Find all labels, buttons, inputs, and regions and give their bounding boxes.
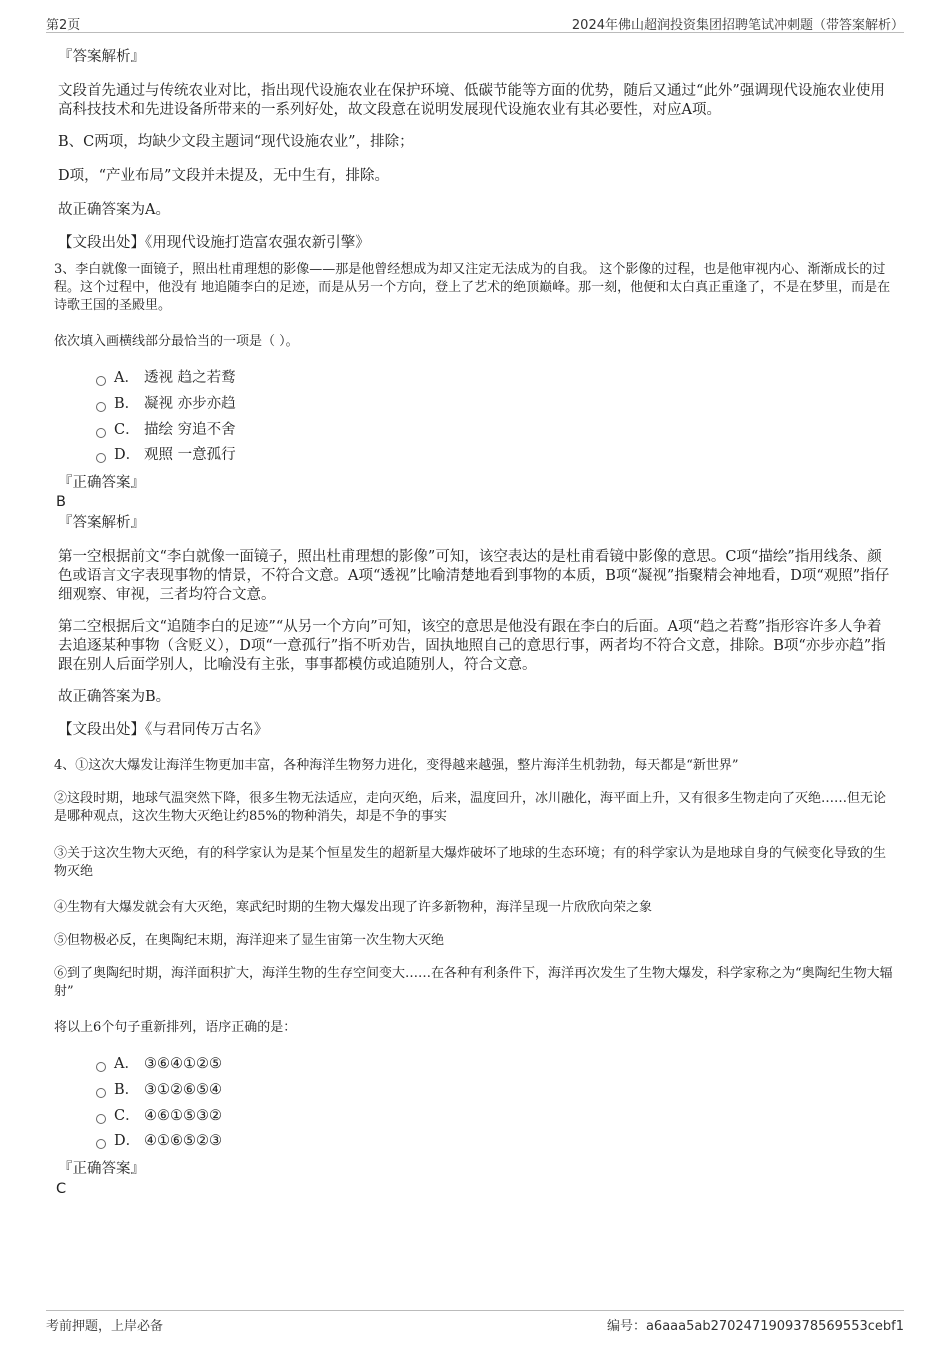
q3-analysis-p1: 第一空根据前文“李白就像一面镜子，照出杜甫理想的影像”可知，该空表达的是杜甫看镜中影像的意思。C项“描绘”指用线条、颜色或语言文字表现事物的情景，不符合文意。A项“透视”比喻清楚地看到事物的本质，B项“凝视”指聚精会神地看，D项“观照”指仔细观察、审视，三者均符合文意。 bbox=[58, 549, 890, 603]
q2-analysis-p3: D项，“产业布局”文段并未提及，无中生有，排除。 bbox=[58, 168, 389, 184]
radio-icon[interactable] bbox=[96, 428, 106, 438]
document-title: 2024年佛山超润投资集团招聘笔试冲刺题（带答案解析） bbox=[571, 18, 904, 33]
option-label: A． bbox=[114, 370, 139, 386]
q4-sentence-4: ④生物有大爆发就会有大灭绝，寒武纪时期的生物大爆发出现了许多新物种，海洋呈现一片欣欣向荣之象 bbox=[54, 900, 653, 915]
q4-answer-label: 『正确答案』 bbox=[58, 1161, 145, 1177]
option-text: 凝视 亦步亦趋 bbox=[144, 396, 236, 412]
q3-source: 【文段出处】《与君同传万古名》 bbox=[58, 722, 269, 738]
q2-analysis-p1: 文段首先通过与传统农业对比，指出现代设施农业在保护环境、低碳节能等方面的优势，随后又通过“此外”强调现代设施农业使用高科技技术和先进设备所带来的一系列好处，故文段意在说明发展现代设施农业有其必要性，对应A项。 bbox=[58, 83, 885, 118]
q4-sentence-1: 4、①这次大爆发让海洋生物更加丰富，各种海洋生物努力进化，变得越来越强，整片海洋生机勃勃，每天都是“新世界” bbox=[54, 758, 739, 773]
document-code: 编号：a6aaa5ab2702471909378569553cebf1 bbox=[606, 1319, 904, 1334]
option-text: ③①②⑥⑤④ bbox=[144, 1082, 222, 1098]
q3-answer: B bbox=[56, 494, 66, 510]
q4-option-b[interactable] bbox=[96, 1081, 222, 1100]
option-label: C． bbox=[114, 1108, 140, 1124]
option-label: D． bbox=[114, 447, 141, 463]
q2-source: 【文段出处】《用现代设施打造富农强农新引擎》 bbox=[58, 235, 370, 251]
q3-stem: 3、李白就像一面镜子，照出杜甫理想的影像——那是他曾经想成为却又注定无法成为的自我。 这个影像的过程，也是他审视内心、渐渐成长的过程。这个过程中，他没有 地追随李白的足迹，而是从另一个方向，登上了艺术的绝顶巅峰。那一刻，他便和太白真正重逢了，不是在梦里，而是在诗歌王国的圣殿里。 bbox=[54, 262, 891, 313]
radio-icon[interactable] bbox=[96, 376, 106, 386]
q4-option-d[interactable] bbox=[96, 1132, 222, 1151]
q2-analysis-label: 『答案解析』 bbox=[58, 49, 145, 65]
option-text: 透视 趋之若鹜 bbox=[144, 370, 236, 386]
radio-icon[interactable] bbox=[96, 402, 106, 412]
option-label: D． bbox=[114, 1133, 141, 1149]
q2-analysis-p2: B、C两项，均缺少文段主题词“现代设施农业”，排除； bbox=[58, 134, 414, 150]
option-text: ④①⑥⑤②③ bbox=[144, 1133, 222, 1149]
q4-prompt: 将以上6个句子重新排列，语序正确的是： bbox=[54, 1020, 297, 1035]
option-text: 观照 一意孤行 bbox=[144, 447, 236, 463]
option-text: ④⑥①⑤③② bbox=[144, 1108, 222, 1124]
radio-icon[interactable] bbox=[96, 1139, 106, 1149]
q4-sentence-3: ③关于这次生物大灭绝，有的科学家认为是某个恒星发生的超新星大爆炸破坏了地球的生态环境；有的科学家认为是地球自身的气候变化导致的生物灭绝 bbox=[54, 846, 887, 879]
q4-sentence-2: ②这段时期，地球气温突然下降，很多生物无法适应，走向灭绝，后来，温度回升，冰川融化，海平面上升，又有很多生物走向了灭绝……但无论是哪种观点，这次生物大灭绝让约85%的物种消失，却是不争的事实 bbox=[54, 791, 887, 824]
radio-icon[interactable] bbox=[96, 453, 106, 463]
page-number: 第2页 bbox=[46, 18, 81, 33]
page-footer bbox=[46, 1310, 904, 1334]
q3-analysis-label: 『答案解析』 bbox=[58, 515, 145, 531]
page-header bbox=[46, 12, 904, 33]
q3-answer-summary: 故正确答案为B。 bbox=[58, 689, 171, 705]
q3-option-d[interactable] bbox=[96, 446, 236, 465]
q4-option-a[interactable] bbox=[96, 1055, 222, 1074]
q4-option-c[interactable] bbox=[96, 1107, 222, 1126]
radio-icon[interactable] bbox=[96, 1088, 106, 1098]
q3-answer-label: 『正确答案』 bbox=[58, 475, 145, 491]
option-label: A． bbox=[114, 1056, 139, 1072]
option-label: B． bbox=[114, 396, 140, 412]
option-label: C． bbox=[114, 422, 140, 438]
footer-slogan: 考前押题，上岸必备 bbox=[46, 1319, 164, 1334]
q3-option-c[interactable] bbox=[96, 421, 236, 440]
q4-sentence-5: ⑤但物极必反，在奥陶纪末期，海洋迎来了显生宙第一次生物大灭绝 bbox=[54, 933, 445, 948]
q3-analysis-p2: 第二空根据后文“追随李白的足迹”“从另一个方向”可知，该空的意思是他没有跟在李白的后面。A项“趋之若鹜”指形容许多人争着去追逐某种事物（含贬义），D项“一意孤行”指不听劝告，固执地照自己的意思行事，两者均不符合文意，排除。B项“亦步亦趋”指跟在别人后面学别人，比喻没有主张，事事都模仿或追随别人，符合文意。 bbox=[58, 619, 886, 673]
radio-icon[interactable] bbox=[96, 1062, 106, 1072]
q3-option-b[interactable] bbox=[96, 395, 236, 414]
q4-sentence-6: ⑥到了奥陶纪时期，海洋面积扩大，海洋生物的生存空间变大……在各种有利条件下，海洋再次发生了生物大爆发，科学家称之为“奥陶纪生物大辐射” bbox=[54, 966, 893, 999]
radio-icon[interactable] bbox=[96, 1114, 106, 1124]
q3-option-a[interactable] bbox=[96, 369, 236, 388]
q2-answer-summary: 故正确答案为A。 bbox=[58, 202, 170, 218]
q3-prompt: 依次填入画横线部分最恰当的一项是（ ）。 bbox=[54, 334, 299, 349]
option-label: B． bbox=[114, 1082, 140, 1098]
q4-answer: C bbox=[56, 1181, 67, 1197]
option-text: ③⑥④①②⑤ bbox=[144, 1056, 222, 1072]
option-text: 描绘 穷追不舍 bbox=[144, 422, 236, 438]
